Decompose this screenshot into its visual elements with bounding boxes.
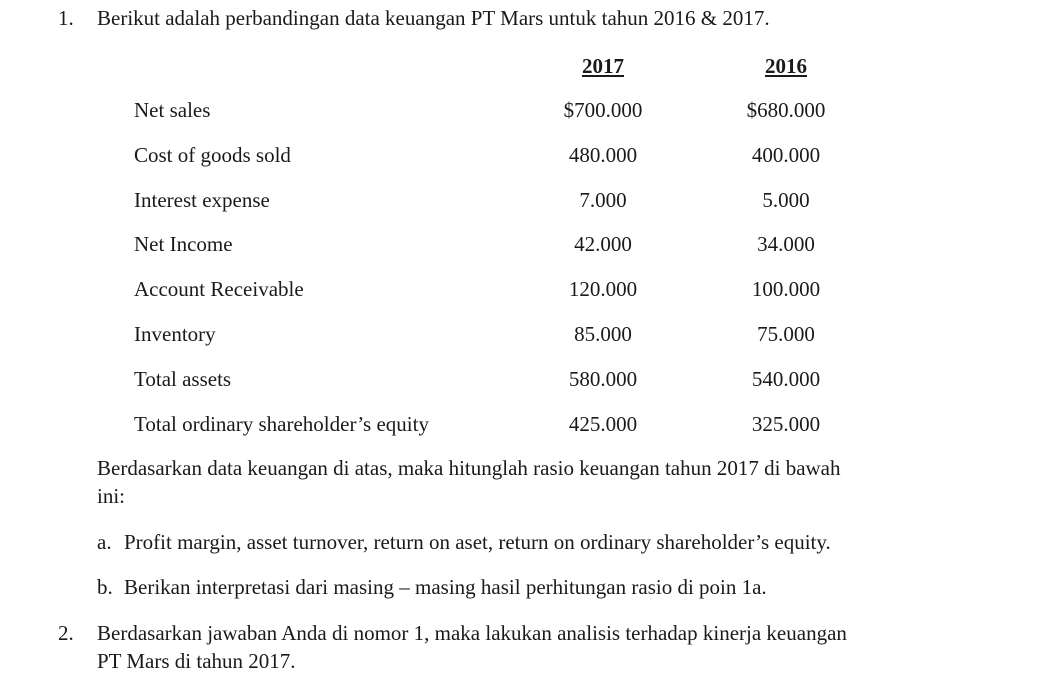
table-cell-2016: 34.000: [757, 232, 815, 256]
table-row-label: Total ordinary shareholder’s equity: [134, 412, 429, 436]
sub-item-b-text: Berikan interpretasi dari masing – masing hasil perhitungan rasio di poin 1a.: [124, 575, 767, 599]
sub-item-a-marker: a.: [97, 530, 112, 554]
table-row-label: Inventory: [134, 322, 216, 346]
table-row-label: Net sales: [134, 98, 211, 122]
sub-item-a-text: Profit margin, asset turnover, return on aset, return on ordinary shareholder’s equity.: [124, 530, 831, 554]
question-2-line-1: Berdasarkan jawaban Anda di nomor 1, maka lakukan analisis terhadap kinerja keuangan: [97, 621, 847, 645]
table-cell-2016: 540.000: [751, 367, 821, 391]
question-1-intro: Berikut adalah perbandingan data keuangan PT Mars untuk tahun 2016 & 2017.: [97, 6, 770, 30]
table-cell-2016: 325.000: [751, 412, 821, 436]
table-cell-2016: 5.000: [762, 188, 810, 212]
table-cell-2017: 480.000: [568, 143, 638, 167]
instruction-line-1: Berdasarkan data keuangan di atas, maka hitunglah rasio keuangan tahun 2017 di bawah: [97, 456, 841, 480]
table-cell-2017: 120.000: [568, 277, 638, 301]
table-cell-2017: 580.000: [568, 367, 638, 391]
table-cell-2016: 100.000: [751, 277, 821, 301]
table-row-label: Net Income: [134, 232, 233, 256]
table-cell-2016: $680.000: [746, 98, 826, 122]
table-header-2016: 2016: [765, 54, 807, 78]
question-1-number: 1.: [58, 6, 74, 30]
table-header-2017: 2017: [582, 54, 624, 78]
sub-item-b-marker: b.: [97, 575, 113, 599]
table-row-label: Cost of goods sold: [134, 143, 291, 167]
instruction-line-2: ini:: [97, 484, 126, 508]
question-2-number: 2.: [58, 621, 74, 645]
table-cell-2016: 400.000: [751, 143, 821, 167]
table-cell-2016: 75.000: [757, 322, 815, 346]
question-2-line-2: PT Mars di tahun 2017.: [97, 649, 296, 673]
table-row-label: Total assets: [134, 367, 232, 391]
table-row-label: Account Receivable: [134, 277, 304, 301]
table-cell-2017: $700.000: [563, 98, 643, 122]
table-cell-2017: 42.000: [574, 232, 632, 256]
table-cell-2017: 85.000: [574, 322, 632, 346]
table-row-label: Interest expense: [134, 188, 270, 212]
table-cell-2017: 425.000: [568, 412, 638, 436]
table-cell-2017: 7.000: [579, 188, 627, 212]
